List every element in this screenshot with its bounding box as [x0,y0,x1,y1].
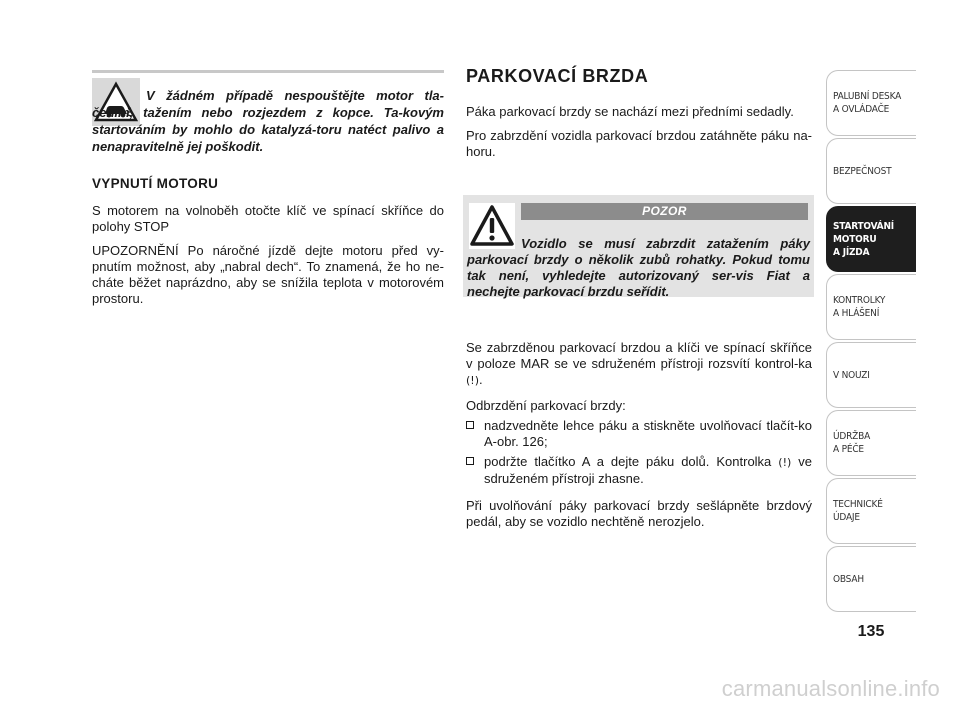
engine-off-heading: VYPNUTÍ MOTORU [92,176,219,191]
tab-obsah[interactable]: OBSAH [826,546,916,612]
pozor-text: Vozidlo se musí zabrzdit zatažením páky parkovací brzdy o několik zubů rohatky. Pokud tomu tak není, vyhledejte autorizovaný ser-vis Fiat a nechejte parkovací brzdu seřídit. [467,236,810,299]
release-steps-list [466,418,812,491]
engine-off-note: UPOZORNĚNÍ Po náročné jízdě dejte motoru před vy-pnutím možnost, aby „nabral dech“. To znamená, že ho ne-cháte běžet naprázdno, aby se snížila teplota v motorovém prostoru. [92,243,444,306]
tab-bezpecnost[interactable]: BEZPEČNOST [826,138,916,204]
tab-palubni-deska[interactable]: PALUBNÍ DESKA A OVLÁDAČE [826,70,916,136]
checkbox-bullet-icon [466,457,474,465]
tab-v-nouzi[interactable]: V NOUZI [826,342,916,408]
tab-technicke-udaje[interactable]: TECHNICKÉ ÚDAJE [826,478,916,544]
list-item: podržte tlačítko A a dejte páku dolů. Kontrolka (!) ve sdruženém přístroji zhasne. [466,454,812,487]
tab-udrzba[interactable]: ÚDRŽBA A PÉČE [826,410,916,476]
tab-kontrolky[interactable]: KONTROLKY A HLÁŠENÍ [826,274,916,340]
watermark: carmanualsonline.info [721,676,940,701]
pozor-warning-box [463,195,814,297]
tab-startovani[interactable]: STARTOVÁNÍ MOTORU A JÍZDA [826,206,916,272]
brake-warning-light-icon: (!) [466,374,479,387]
page-number: 135 [857,623,885,640]
release-heading: Odbrzdění parkovací brzdy: [466,398,626,413]
checkbox-bullet-icon [466,421,474,429]
pozor-label: POZOR [521,203,808,220]
parking-brake-location: Páka parkovací brzdy se nachází mezi předními sedadly. [466,104,794,119]
catalyst-warning-text: V žádném případě nespouštějte motor tla-čením, tažením nebo rozjezdem z kopce. Ta-kovým startováním by mohlo do katalyzá-toru natéct palivo a nenapravitelně jej poškodit. [92,88,444,154]
parking-brake-heading: PARKOVACÍ BRZDA [466,66,649,86]
list-item: nadzvedněte lehce páku a stiskněte uvolňovací tlačít-ko A-obr. 126; [466,418,812,450]
parking-brake-engage: Pro zabrzdění vozidla parkovací brzdou zatáhněte páku na-horu. [466,128,812,159]
brake-warning-light-icon: (!) [778,456,792,469]
brake-warning-light-paragraph: Se zabrzděnou parkovací brzdou a klíči ve spínací skříňce v poloze MAR se ve sdruženém přístroji rozsvítí kontrol-ka (!). [466,340,812,387]
warning-top-rule [92,70,444,73]
chapter-tabs [826,70,916,614]
release-brake-pedal-paragraph: Při uvolňování páky parkovací brzdy sešlápněte brzdový pedál, aby se vozidlo nechtěně nerozjelo. [466,498,812,529]
catalyst-warning-box [92,70,444,170]
engine-off-paragraph: S motorem na volnoběh otočte klíč ve spínací skříňce do polohy STOP [92,203,444,234]
